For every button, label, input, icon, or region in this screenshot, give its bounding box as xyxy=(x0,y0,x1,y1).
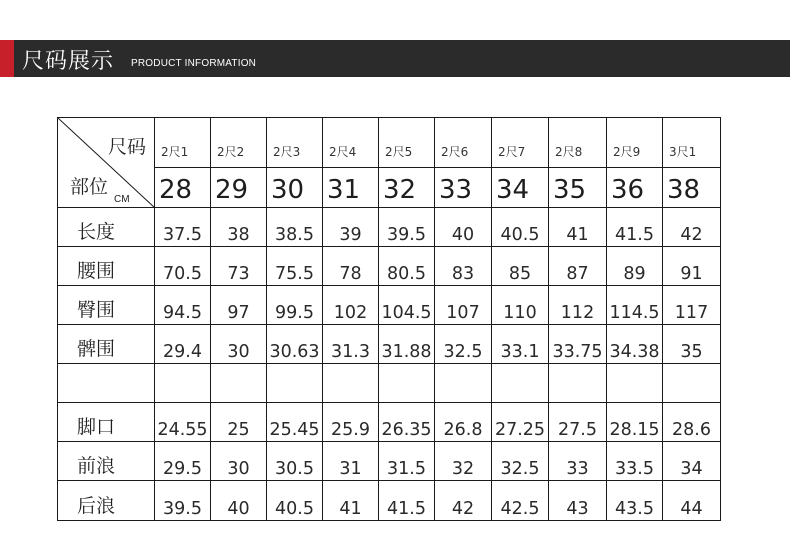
measurement-value xyxy=(492,364,549,403)
size-number-cell: 30 xyxy=(267,168,323,208)
measurement-value xyxy=(549,364,607,403)
measurement-value: 107 xyxy=(435,286,492,325)
measurement-value: 34 xyxy=(663,442,721,481)
measurement-value: 32.5 xyxy=(435,325,492,364)
measurement-value: 104.5 xyxy=(379,286,435,325)
measurement-value: 32.5 xyxy=(492,442,549,481)
measurement-value: 87 xyxy=(549,247,607,286)
measurement-row xyxy=(58,442,721,481)
measurement-value: 102 xyxy=(323,286,379,325)
measurement-value: 30 xyxy=(211,442,267,481)
size-number-cell: 36 xyxy=(607,168,663,208)
measurement-value: 30.5 xyxy=(267,442,323,481)
measurement-value: 33.1 xyxy=(492,325,549,364)
size-table xyxy=(57,117,721,521)
measurement-value: 99.5 xyxy=(267,286,323,325)
measurement-value: 24.55 xyxy=(155,403,211,442)
measurement-value: 30.63 xyxy=(267,325,323,364)
measurement-value: 39 xyxy=(323,208,379,247)
size-number-cell: 38 xyxy=(663,168,721,208)
measurement-value: 117 xyxy=(663,286,721,325)
measurement-value: 31.88 xyxy=(379,325,435,364)
header-banner xyxy=(0,40,790,77)
measurement-value: 39.5 xyxy=(379,208,435,247)
measurement-value: 41.5 xyxy=(379,481,435,521)
measurement-value xyxy=(155,364,211,403)
measurement-value: 28.15 xyxy=(607,403,663,442)
measurement-value: 70.5 xyxy=(155,247,211,286)
measurement-label: 髀围 xyxy=(58,325,155,364)
measurement-value: 75.5 xyxy=(267,247,323,286)
measurement-value: 31.3 xyxy=(323,325,379,364)
measurement-row xyxy=(58,247,721,286)
measurement-value: 37.5 xyxy=(155,208,211,247)
measurement-value: 26.8 xyxy=(435,403,492,442)
measurement-value: 43 xyxy=(549,481,607,521)
measurement-value: 35 xyxy=(663,325,721,364)
corner-unit-label: CM xyxy=(114,194,130,205)
header-title: 尺码展示 xyxy=(22,49,115,74)
header-accent xyxy=(0,40,14,77)
measurement-value xyxy=(323,364,379,403)
measurement-value: 85 xyxy=(492,247,549,286)
measurement-value: 73 xyxy=(211,247,267,286)
size-number-cell: 32 xyxy=(379,168,435,208)
measurement-value: 80.5 xyxy=(379,247,435,286)
measurement-value: 89 xyxy=(607,247,663,286)
measurement-value: 91 xyxy=(663,247,721,286)
size-code-cell: 2尺9 xyxy=(607,118,663,168)
measurement-value: 39.5 xyxy=(155,481,211,521)
measurement-row xyxy=(58,325,721,364)
measurement-value: 42.5 xyxy=(492,481,549,521)
measurement-value: 110 xyxy=(492,286,549,325)
measurement-value: 42 xyxy=(663,208,721,247)
measurement-value: 31 xyxy=(323,442,379,481)
measurement-value: 28.6 xyxy=(663,403,721,442)
measurement-value: 83 xyxy=(435,247,492,286)
measurement-value: 27.5 xyxy=(549,403,607,442)
measurement-label: 腰围 xyxy=(58,247,155,286)
measurement-value: 25 xyxy=(211,403,267,442)
measurement-value: 40.5 xyxy=(267,481,323,521)
measurement-value: 40 xyxy=(211,481,267,521)
measurement-row xyxy=(58,208,721,247)
measurement-label xyxy=(58,364,155,403)
measurement-value: 29.5 xyxy=(155,442,211,481)
measurement-value: 31.5 xyxy=(379,442,435,481)
measurement-label: 脚口 xyxy=(58,403,155,442)
measurement-value: 29.4 xyxy=(155,325,211,364)
measurement-value: 114.5 xyxy=(607,286,663,325)
measurement-value: 40 xyxy=(435,208,492,247)
measurement-value: 97 xyxy=(211,286,267,325)
measurement-value xyxy=(663,364,721,403)
measurement-value: 34.38 xyxy=(607,325,663,364)
measurement-label: 后浪 xyxy=(58,481,155,521)
measurement-row xyxy=(58,286,721,325)
size-number-cell: 29 xyxy=(211,168,267,208)
measurement-value xyxy=(607,364,663,403)
measurement-value xyxy=(267,364,323,403)
measurement-value: 33 xyxy=(549,442,607,481)
size-code-cell: 2尺8 xyxy=(549,118,607,168)
size-number-cell: 28 xyxy=(155,168,211,208)
measurement-label: 前浪 xyxy=(58,442,155,481)
measurement-value: 25.9 xyxy=(323,403,379,442)
measurement-row xyxy=(58,403,721,442)
measurement-value xyxy=(435,364,492,403)
measurement-value: 26.35 xyxy=(379,403,435,442)
size-number-cell: 31 xyxy=(323,168,379,208)
size-code-cell: 2尺1 xyxy=(155,118,211,168)
measurement-value xyxy=(211,364,267,403)
empty-row xyxy=(58,364,721,403)
measurement-value: 42 xyxy=(435,481,492,521)
measurement-value: 33.75 xyxy=(549,325,607,364)
measurement-value: 32 xyxy=(435,442,492,481)
measurement-label: 臀围 xyxy=(58,286,155,325)
measurement-value: 27.25 xyxy=(492,403,549,442)
measurement-value: 41 xyxy=(549,208,607,247)
size-code-cell: 2尺5 xyxy=(379,118,435,168)
measurement-label: 长度 xyxy=(58,208,155,247)
measurement-value: 38.5 xyxy=(267,208,323,247)
measurement-value: 78 xyxy=(323,247,379,286)
corner-size-label: 尺码 xyxy=(107,136,146,158)
measurement-value: 30 xyxy=(211,325,267,364)
corner-part-label: 部位 xyxy=(70,176,109,198)
table-corner-header xyxy=(58,118,155,208)
measurement-value: 41 xyxy=(323,481,379,521)
size-number-cell: 33 xyxy=(435,168,492,208)
size-code-cell: 2尺2 xyxy=(211,118,267,168)
measurement-value: 38 xyxy=(211,208,267,247)
size-number-cell: 34 xyxy=(492,168,549,208)
size-number-cell: 35 xyxy=(549,168,607,208)
measurement-value xyxy=(379,364,435,403)
size-number-row xyxy=(58,168,721,208)
size-code-row xyxy=(58,118,721,168)
size-code-cell: 2尺3 xyxy=(267,118,323,168)
measurement-value: 43.5 xyxy=(607,481,663,521)
size-code-cell: 2尺4 xyxy=(323,118,379,168)
measurement-value: 25.45 xyxy=(267,403,323,442)
size-code-cell: 2尺7 xyxy=(492,118,549,168)
header-subtitle: PRODUCT INFORMATION xyxy=(131,58,257,69)
measurement-value: 94.5 xyxy=(155,286,211,325)
measurement-row xyxy=(58,481,721,521)
measurement-value: 40.5 xyxy=(492,208,549,247)
measurement-value: 112 xyxy=(549,286,607,325)
measurement-value: 44 xyxy=(663,481,721,521)
size-code-cell: 2尺6 xyxy=(435,118,492,168)
measurement-value: 33.5 xyxy=(607,442,663,481)
measurement-value: 41.5 xyxy=(607,208,663,247)
size-code-cell: 3尺1 xyxy=(663,118,721,168)
